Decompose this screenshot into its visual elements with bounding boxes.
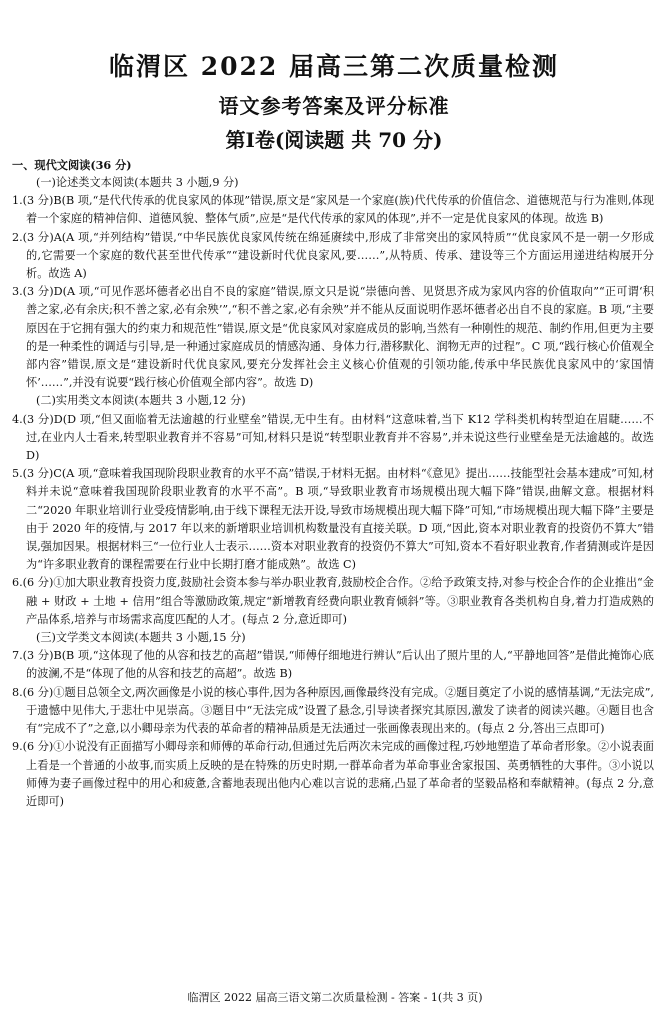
answer-sheet-page xyxy=(0,50,670,1016)
volume-title xyxy=(12,126,656,154)
subsection-heading-2: (二)实用类文本阅读(本题共 3 小题,12 分) xyxy=(36,394,246,408)
subsection-heading-3: (三)文学类文本阅读(本题共 3 小题,15 分) xyxy=(36,631,246,645)
section-heading: 一、现代文阅读(36 分) xyxy=(12,158,132,172)
page-footer: 临渭区 2022 届高三语文第二次质量检测 - 答案 - 1(共 3 页) xyxy=(187,991,483,1004)
subsection-heading-1: (一)论述类文本阅读(本题共 3 小题,9 分) xyxy=(36,176,239,189)
answer-q9: 9.(6 分)①小说没有正面描写小卿母亲和师傅的革命行动,但通过先后两次未完成的画像过程,巧妙地塑造了革命者形象。②小说表面上看是一个普通的小故事,而实质上反映的是在特殊的历史时期,一群革命者为革命事业舍家报国、英勇牺牲的大事件。③小说以师傅为妻子画像过程中的用心和疲惫,含蓄地表现出他内心难以言说的悲痛,凸显了革命者的坚毅品格和奉献精神。(每点 2 分,意近即可) xyxy=(12,740,654,808)
answer-q7: 7.(3 分)B(B 项,“这体现了他的从容和技艺的高超”错误,“师傅仔细地进行辨认”后认出了照片里的人,“平静地回答”是借此掩饰心底的波澜,不是“体现了他的从容和技艺的高超”。故选 B) xyxy=(12,649,654,681)
document-subtitle: 语文参考答案及评分标准 xyxy=(218,94,450,118)
answer-q5: 5.(3 分)C(A 项,“意味着我国现阶段职业教育的水平不高”错误,于材料无据。由材料“《意见》提出……技能型社会基本建成”可知,材料并未说“意味着我国现阶段职业教育的水平不高”。B 项,“导致职业教育市场规模出现大幅下降”错误,曲解文意。根据材料二“2020 年职业培训行业受疫情影响,由于线下课程无法开设,导致市场规模出现大幅下降”可知,“市场规模出现大幅下降”主要是由于 2020 年的疫情,与 2017 年以来的新增职业培训机构数量没有直接关联。D 项,“因此,资本对职业教育的投资仍不算大”错误,强加因果。根据材料三“一位行业人士表示……资本对职业教育的投资仍不算大”可知,资本不看好职业教育,作者猜测或许是因为“许多职业教育的课程需要在行业中长期打磨才能成熟”。故选 C) xyxy=(12,467,654,572)
answer-q1: 1.(3 分)B(B 项,“是代代传承的优良家风的体现”错误,原文是“家风是一个家庭(族)代代传承的价值信念、道德规范与行为准则,体现着一个家庭的精神信仰、道德风貌、整体气质”,应是“是代代传承的家风的体现”,并不一定是优良家风的体现。故选 B) xyxy=(12,194,654,226)
document-title: 临渭区 2022 届高三第二次质量检测 xyxy=(109,52,559,81)
answer-q8: 8.(6 分)①题目总领全文,两次画像是小说的核心事件,因为各种原因,画像最终没有完成。②题目奠定了小说的感情基调,“无法完成”,于遗憾中见伟大,于悲壮中见崇高。③题目中“无法完成”设置了悬念,引导读者探究其原因,激发了读者的阅读兴趣。④题目也含有“完成不了”之意,以小卿母亲为代表的革命者的精神品质是无法通过一张画像表现出来的。(每点 2 分,答出三点即可) xyxy=(12,685,654,736)
answer-q2: 2.(3 分)A(A 项,“并列结构”错误,“中华民族优良家风传统在绵延赓续中,形成了非常突出的家风特质”“优良家风不是一朝一夕形成的,它需要一个家庭的数代甚至世代传承”“建设新时代优良家风,要……”,从特质、传承、建设等三个方面运用递进结构展开分析。故选 A) xyxy=(12,230,654,281)
volume-title-text: 第Ⅰ卷(阅读题 共 70 分) xyxy=(225,128,443,152)
answer-q4: 4.(3 分)D(D 项,“但又面临着无法逾越的行业壁垒”错误,无中生有。由材料“这意味着,当下 K12 学科类机构转型迫在眉睫……不过,在业内人士看来,转型职业教育并不容易”可知,材料只是说“转型职业教育并不容易”,并未说这些行业壁垒是无法逾越的。故选 D) xyxy=(12,412,654,463)
answer-q3: 3.(3 分)D(A 项,“可见作恶坏德者必出自不良的家庭”错误,原文只是说“崇德向善、见贤思齐成为家风内容的价值取向”“正可谓‘积善之家,必有余庆;积不善之家,必有余殃’”,“积不善之家,必有余殃”并不能从反面说明作恶坏德者必出自不良的家庭。B 项,“主要原因在于它拥有强大的约束力和规范性”错误,原文是“优良家风对家庭成员的影响,当然有一种刚性的规范、制约作用,但更为主要的是一种柔性的调适与引导,是一种通过家庭成员的情感沟通、身体力行,潜移默化、润物无声的过程”。C 项,“践行核心价值观全部内容”错误,原文是“建设新时代优良家风,要充分发挥社会主义核心价值观的引领功能,传承中华民族优良家风中的‘家国情怀’……”,并没有说要“践行核心价值观全部内容”。故选 D) xyxy=(12,285,654,390)
answer-q6: 6.(6 分)①加大职业教育投资力度,鼓励社会资本参与举办职业教育,鼓励校企合作。②给予政策支持,对参与校企合作的企业推出“金融 + 财政 + 土地 + 信用”组合等激励政策,规定“新增教育经费向职业教育倾斜”等。③职业教育各类机构自身,着力打造成熟的产品体系,培养与市场需求高度匹配的人才。(每点 2 分,意近即可) xyxy=(12,576,654,626)
